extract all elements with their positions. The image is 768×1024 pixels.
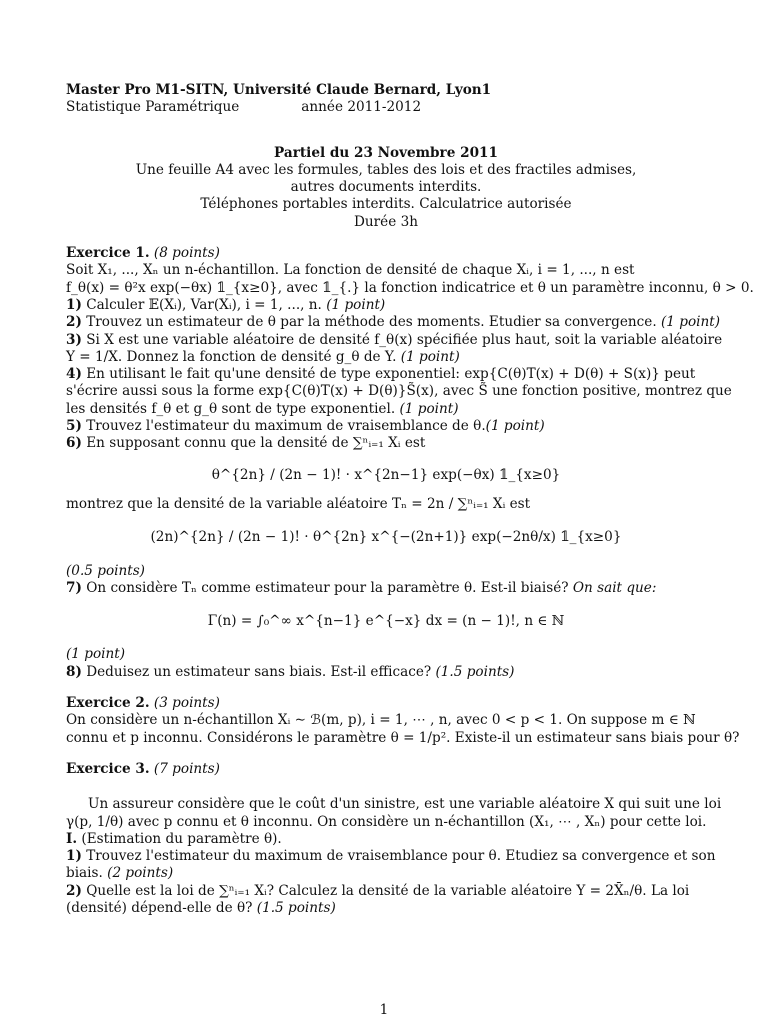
- ex1-q8: 8) Deduisez un estimateur sans biais. Est-il efficace? (1.5 points): [66, 663, 515, 680]
- ex2-heading: Exercice 2.: [66, 695, 150, 712]
- ex2-line-2: connu et p inconnu. Considérons le paramètre θ = 1/p². Existe-il un estimateur sans biais pour θ?: [66, 729, 740, 746]
- exam-rule-3: Téléphones portables interdits. Calculatrice autorisée: [200, 196, 572, 213]
- ex3-q2: 2) Quelle est la loi de ∑ⁿᵢ₌₁ Xᵢ? Calculez la densité de la variable aléatoire Y = 2X̄ₙ/θ. La loi: [66, 882, 690, 899]
- exam-duration: Durée 3h: [354, 213, 418, 230]
- ex3-heading-row: [66, 761, 706, 778]
- ex1-q4: 4) En utilisant le fait qu'une densité de type exponentiel: exp{C(θ)T(x) + D(θ) + S(x)} peut: [66, 366, 696, 383]
- ex1-q6-cont: montrez que la densité de la variable aléatoire Tₙ = 2n / ∑ⁿᵢ₌₁ Xᵢ est: [66, 495, 531, 512]
- ex1-q6-points: (0.5 points): [66, 562, 145, 579]
- ex3-para-1: Un assureur considère que le coût d'un sinistre, est une variable aléatoire X qui suit une loi: [88, 796, 722, 813]
- ex3-points: (7 points): [153, 760, 220, 777]
- header-institution: Master Pro M1-SITN, Université Claude Bernard, Lyon1: [66, 82, 492, 98]
- equation-tn-density: (2n)^{2n} / (2n − 1)! · θ^{2n} x^{−(2n+1)} exp(−2nθ/x) 𝟙_{x≥0}: [150, 529, 622, 546]
- ex1-points: (8 points): [153, 245, 220, 262]
- ex1-q1: 1) Calculer 𝔼(Xᵢ), Var(Xᵢ), i = 1, ..., n. (1 point): [66, 296, 386, 313]
- ex2-line-1: On considère un n-échantillon Xᵢ ∼ ℬ(m, p), i = 1, ⋯ , n, avec 0 < p < 1. On suppose m ∈ ℕ: [66, 712, 696, 729]
- equation-sum-density: θ^{2n} / (2n − 1)! · x^{2n−1} exp(−θx) 𝟙_{x≥0}: [211, 466, 561, 483]
- exam-title: Partiel du 23 Novembre 2011: [274, 144, 498, 161]
- exam-rule-2: autres documents interdits.: [290, 179, 482, 196]
- ex3-q2-cont: (densité) dépend-elle de θ? (1.5 points): [66, 899, 336, 916]
- ex1-q2: 2) Trouvez un estimateur de θ par la méthode des moments. Etudier sa convergence. (1 point): [66, 314, 721, 331]
- ex1-heading: Exercice 1.: [66, 245, 150, 262]
- ex1-q7-points: (1 point): [66, 646, 126, 663]
- ex1-q5: 5) Trouvez l'estimateur du maximum de vraisemblance de θ.(1 point): [66, 418, 545, 435]
- ex1-intro-2: f_θ(x) = θ²x exp(−θx) 𝟙_{x≥0}, avec 𝟙_{.} la fonction indicatrice et θ un paramètre inconnu, θ > 0.: [66, 279, 754, 296]
- ex3-q1: 1) Trouvez l'estimateur du maximum de vraisemblance pour θ. Etudiez sa convergence et son: [66, 848, 716, 865]
- page-number: 1: [379, 1002, 389, 1018]
- exam-rule-1: Une feuille A4 avec les formules, tables des lois et des fractiles admises,: [135, 161, 637, 178]
- ex3-heading: Exercice 3.: [66, 760, 150, 777]
- ex1-q3: 3) Si X est une variable aléatoire de densité f_θ(x) spécifiée plus haut, soit la variable aléatoire: [66, 331, 723, 348]
- equation-gamma: Γ(n) = ∫₀^∞ x^{n−1} e^{−x} dx = (n − 1)!, n ∈ ℕ: [207, 613, 565, 630]
- ex2-heading-row: [66, 695, 706, 712]
- header-year: année 2011-2012: [301, 99, 422, 116]
- ex3-part-i: I. (Estimation du paramètre θ).: [66, 830, 282, 847]
- ex1-heading-row: [66, 245, 706, 262]
- ex3-q1-cont: biais. (2 points): [66, 865, 174, 882]
- header-course: Statistique Paramétrique: [66, 99, 240, 116]
- ex2-points: (3 points): [153, 695, 220, 712]
- ex1-q7: 7) On considère Tₙ comme estimateur pour la paramètre θ. Est-il biaisé? On sait que:: [66, 579, 657, 596]
- header-course-row: [66, 99, 706, 116]
- ex3-para-2: γ(p, 1/θ) avec p connu et θ inconnu. On considère un n-échantillon (X₁, ⋯ , Xₙ) pour cette loi.: [66, 813, 707, 830]
- ex1-q3-cont: Y = 1/X. Donnez la fonction de densité g_θ de Y. (1 point): [66, 348, 460, 365]
- ex1-q6: 6) En supposant connu que la densité de ∑ⁿᵢ₌₁ Xᵢ est: [66, 435, 426, 452]
- ex1-intro-1: Soit X₁, ..., Xₙ un n-échantillon. La fonction de densité de chaque Xᵢ, i = 1, ..., n est: [66, 262, 635, 279]
- exam-page: [66, 82, 754, 917]
- ex1-q4-cont2: les densités f_θ et g_θ sont de type exponentiel. (1 point): [66, 400, 459, 417]
- ex1-q4-cont1: s'écrire aussi sous la forme exp{C(θ)T(x) + D(θ)}S̃(x), avec S̃ une fonction positive, montrez que: [66, 383, 732, 400]
